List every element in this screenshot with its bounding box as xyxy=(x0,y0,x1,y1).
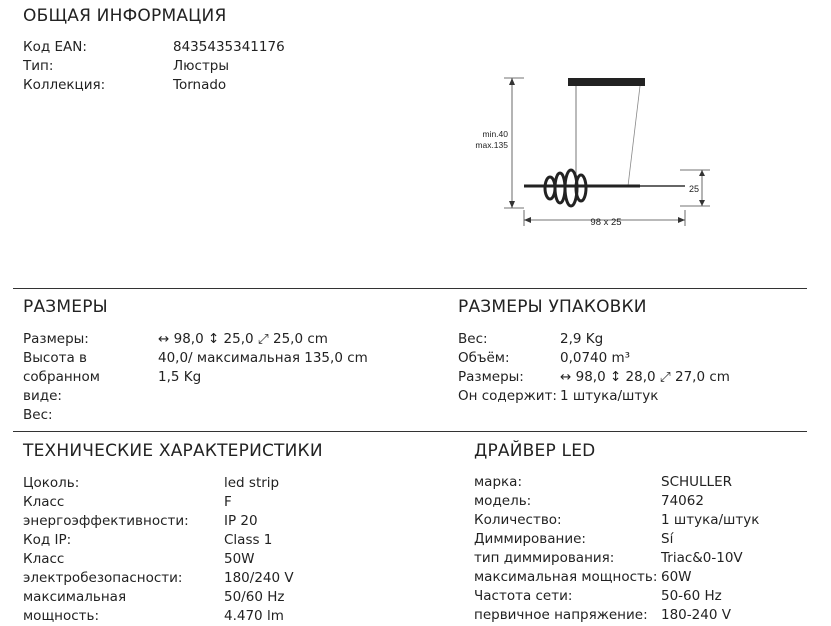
driver-value-quantity: 1 штука/штук xyxy=(661,512,760,528)
width-label: 98 x 25 xyxy=(590,217,622,228)
dim-label-weight: Вес: xyxy=(23,407,53,423)
suspension-cable-right xyxy=(628,86,640,186)
dim-label-size: Размеры: xyxy=(23,331,89,347)
spiral-coils xyxy=(545,170,586,206)
dim-value-weight: 1,5 Kg xyxy=(158,369,202,385)
tech-label-0: Цоколь: xyxy=(23,475,80,491)
section-divider-1 xyxy=(13,288,807,289)
dim-value-height: 40,0/ максимальная 135,0 cm xyxy=(158,350,368,366)
tech-label-3: Код IP: xyxy=(23,532,72,548)
tech-label-7: мощность: xyxy=(23,608,100,624)
pkg-label-volume: Объём: xyxy=(458,350,510,366)
tech-value-2: IP 20 xyxy=(224,513,258,529)
tech-label-4: Класс xyxy=(23,551,65,567)
driver-value-frequency: 50-60 Hz xyxy=(661,588,722,604)
tech-value-5: 180/240 V xyxy=(224,570,294,586)
tech-value-7: 4.470 lm xyxy=(224,608,284,624)
dim-label-height-1: Высота в xyxy=(23,350,87,366)
canopy-shape xyxy=(568,78,645,86)
tech-label-1: Класс xyxy=(23,494,65,510)
section-divider-2 xyxy=(13,431,807,432)
dim-label-height-3: виде: xyxy=(23,388,62,404)
ean-label: Код EAN: xyxy=(23,39,87,55)
driver-value-model: 74062 xyxy=(661,493,704,509)
collection-value: Tornado xyxy=(173,77,227,93)
driver-heading: ДРАЙВЕР LED xyxy=(474,441,596,461)
tech-value-3: Class 1 xyxy=(224,532,273,548)
pkg-label-size: Размеры: xyxy=(458,369,524,385)
height-max-label: max.135 xyxy=(475,140,508,150)
pkg-value-contents: 1 штука/штук xyxy=(560,388,659,404)
tech-value-6: 50/60 Hz xyxy=(224,589,285,605)
driver-label-max-power: максимальная мощность: xyxy=(474,569,658,585)
driver-value-dimming-type: Triac&0-10V xyxy=(661,550,743,566)
pkg-value-weight: 2,9 Kg xyxy=(560,331,604,347)
driver-label-frequency: Частота сети: xyxy=(474,588,573,604)
depth-label: 25 xyxy=(688,184,700,194)
tech-label-6: максимальная xyxy=(23,589,127,605)
ean-value: 8435435341176 xyxy=(173,39,285,55)
driver-label-model: модель: xyxy=(474,493,532,509)
technical-heading: ТЕХНИЧЕСКИЕ ХАРАКТЕРИСТИКИ xyxy=(23,441,323,461)
pkg-label-contents: Он содержит: xyxy=(458,388,557,404)
pkg-label-weight: Вес: xyxy=(458,331,488,347)
driver-label-dimming: Диммирование: xyxy=(474,531,586,547)
pkg-value-volume: 0,0740 m³ xyxy=(560,350,631,366)
driver-value-dimming: Sí xyxy=(661,531,674,547)
driver-label-quantity: Количество: xyxy=(474,512,562,528)
type-value: Люстры xyxy=(173,58,230,74)
tech-label-2: энергоэффективности: xyxy=(23,513,189,529)
driver-label-brand: марка: xyxy=(474,474,523,490)
type-label: Тип: xyxy=(23,58,54,74)
driver-value-brand: SCHULLER xyxy=(661,474,732,490)
dim-value-size: ↔ 98,0 ↕ 25,0 ⤢ 25,0 cm xyxy=(158,331,328,347)
collection-label: Коллекция: xyxy=(23,77,106,93)
tech-label-5: электробезопасности: xyxy=(23,570,183,586)
dim-label-height-2: собранном xyxy=(23,369,100,385)
lamp-dimension-drawing xyxy=(475,60,720,240)
tech-value-4: 50W xyxy=(224,551,255,567)
driver-label-voltage: первичное напряжение: xyxy=(474,607,648,623)
driver-value-max-power: 60W xyxy=(661,569,692,585)
tech-value-0: led strip xyxy=(224,475,280,491)
packaging-heading: РАЗМЕРЫ УПАКОВКИ xyxy=(458,297,647,317)
height-min-label: min.40 xyxy=(482,129,508,139)
tech-value-1: F xyxy=(224,494,232,510)
general-info-heading: ОБЩАЯ ИНФОРМАЦИЯ xyxy=(23,6,227,26)
driver-label-dimming-type: тип диммирования: xyxy=(474,550,615,566)
dimensions-heading: РАЗМЕРЫ xyxy=(23,297,108,317)
driver-value-voltage: 180-240 V xyxy=(661,607,731,623)
pkg-value-size: ↔ 98,0 ↕ 28,0 ⤢ 27,0 cm xyxy=(560,369,730,385)
